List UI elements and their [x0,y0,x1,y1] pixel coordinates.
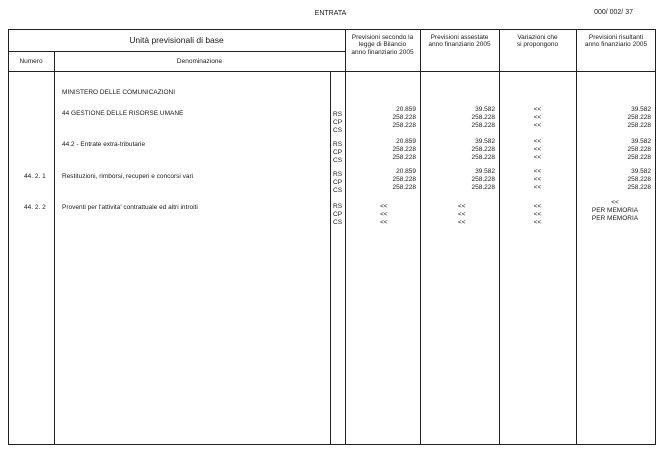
rule-under-header [8,71,656,72]
row-denominazione: Restituzioni, rimborsi, recuperi e concorsi vari [62,173,194,180]
row-col2-values: 39.582 258.228 258.228 [471,168,495,191]
row-codes: RS CP CS [333,203,343,226]
ministry-title: MINISTERO DELLE COMUNICAZIONI [62,89,176,96]
denominazione-header: Denominazione [176,58,223,65]
table-main-title: Unità previsionali di base [129,35,224,45]
row-numero: 44. 2. 2 [24,204,46,211]
col2-header: Previsioni assestate anno finanziario 2005 [428,34,491,49]
col4-header: Previsioni risultanti anno finanziario 2005 [584,34,648,49]
row-col1-values: 20.859 258.228 258.228 [392,168,416,191]
row-denominazione: Proventi per l'attivita' contrattuale ed altri introiti [62,204,198,211]
divider-codes [330,71,331,445]
row-codes: RS CP CS [333,171,343,194]
row-denominazione: 44 GESTIONE DELLE RISORSE UMANE [62,110,184,117]
row-col1-values: 20.859 258.228 258.228 [392,138,416,161]
row-col2-values: 39.582 258.228 258.228 [471,106,495,129]
row-col3-values: << << << [533,203,542,226]
row-col3-values: << << << [533,106,542,129]
divider-col2 [420,29,421,445]
page-header-title: ENTRATA [314,10,347,17]
page-number: 000/ 002/ 37 [594,9,633,16]
row-col2-values: << << << [458,203,466,226]
numero-header: Numero [19,58,43,65]
row-col4-values: 39.582 258.228 258.228 [627,106,651,129]
rule-under-title [8,51,345,52]
row-col4-values: << PER MEMORIA PER MEMORIA [591,199,639,222]
row-numero: 44. 2. 1 [24,173,46,180]
divider-col1 [345,29,346,445]
col1-header: Previsioni secondo la legge di Bilancio anno finanziario 2005 [351,34,414,56]
row-codes: RS CP CS [333,141,343,164]
row-col4-values: 39.582 258.228 258.228 [627,168,651,191]
row-col2-values: 39.582 258.228 258.228 [471,138,495,161]
row-col1-values: 20.859 258.228 258.228 [392,106,416,129]
divider-numero [54,51,55,445]
row-col3-values: << << << [533,168,542,191]
row-col1-values: << << << [380,203,388,226]
col3-header: Variazioni che si propongono [516,34,559,49]
row-col4-values: 39.582 258.228 258.228 [627,138,651,161]
divider-col4 [576,29,577,445]
row-col3-values: << << << [533,138,542,161]
divider-col3 [499,29,500,445]
row-denominazione: 44.2 - Entrate extra-tributarie [62,141,146,148]
row-codes: RS CP CS [333,111,343,134]
